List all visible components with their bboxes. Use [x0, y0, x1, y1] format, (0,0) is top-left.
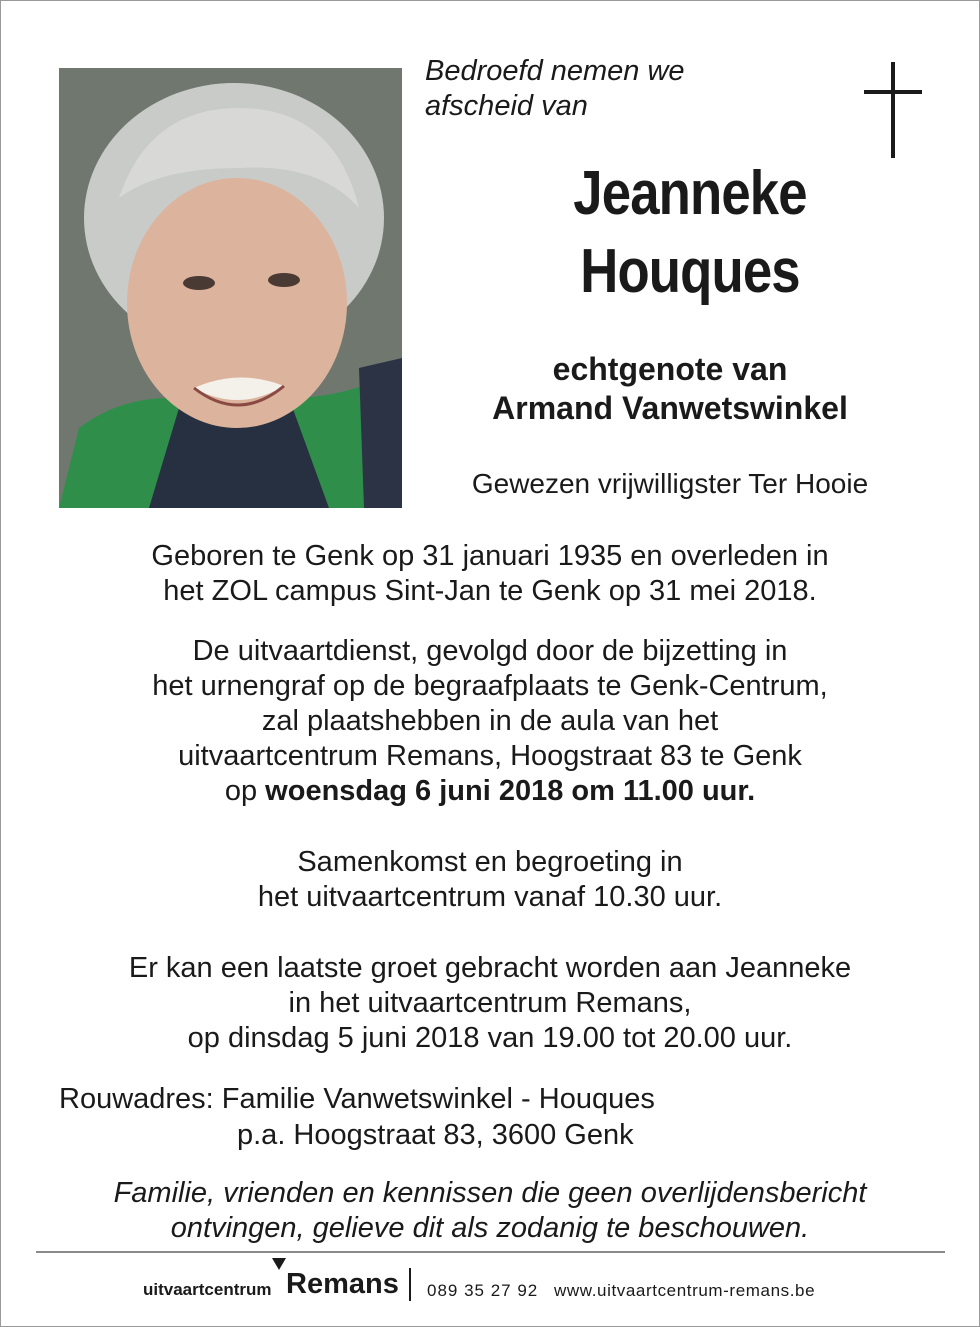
funeral-date: woensdag 6 juni 2018 om 11.00 uur. [265, 775, 756, 807]
gathering-paragraph [30, 845, 950, 915]
footer-separator [409, 1268, 411, 1301]
deceased-first-name: Jeanneke [573, 159, 807, 228]
birth-line-1: Geboren te Genk op 31 januari 1935 en overleden in [151, 540, 829, 572]
mourning-address [59, 1081, 655, 1153]
deceased-last-name: Houques [580, 237, 800, 306]
gathering-line-2: het uitvaartcentrum vanaf 10.30 uur. [257, 881, 723, 913]
intro-text [425, 54, 685, 124]
brand-name: Remans [286, 1268, 399, 1300]
cross-icon [864, 62, 922, 158]
intro-line-1: Bedroefd nemen we [425, 55, 685, 87]
farewell-paragraph [30, 951, 950, 1056]
footer-phone: 089 35 27 92 [427, 1281, 539, 1300]
spouse-line-1: echtgenote van [552, 351, 788, 387]
spouse-line-2: Armand Vanwetswinkel [492, 390, 848, 426]
spouse-block [400, 350, 940, 428]
footer-divider [36, 1251, 945, 1253]
funeral-date-line [30, 774, 950, 809]
closing-line-1: Familie, vrienden en kennissen die geen overlijdensbericht [113, 1177, 867, 1209]
portrait-photo [59, 68, 402, 508]
funeral-date-prefix: op [224, 775, 266, 807]
address-line-1: Rouwadres: Familie Vanwetswinkel - Houques [59, 1083, 655, 1115]
volunteer-note: Gewezen vrijwilligster Ter Hooie [471, 468, 869, 499]
funeral-line-1: De uitvaartdienst, gevolgd door de bijzetting in [192, 635, 788, 667]
funeral-line-4: uitvaartcentrum Remans, Hoogstraat 83 te Genk [178, 740, 802, 772]
funeral-line-3: zal plaatshebben in de aula van het [261, 705, 719, 737]
gathering-line-1: Samenkomst en begroeting in [297, 846, 683, 878]
funeral-line-2: het urnengraf op de begraafplaats te Genk-Centrum, [152, 670, 828, 702]
intro-line-2: afscheid van [425, 90, 588, 122]
closing-note [30, 1176, 950, 1246]
address-line-2: p.a. Hoogstraat 83, 3600 Genk [237, 1119, 634, 1151]
brand-arrow-icon [272, 1258, 286, 1270]
farewell-line-1: Er kan een laatste groet gebracht worden aan Jeanneke [128, 952, 852, 984]
footer [0, 1258, 980, 1308]
funeral-paragraph [30, 634, 950, 809]
closing-line-2: ontvingen, gelieve dit als zodanig te beschouwen. [170, 1212, 810, 1244]
birth-death-paragraph [30, 539, 950, 609]
birth-line-2: het ZOL campus Sint-Jan te Genk op 31 mei 2018. [163, 575, 817, 607]
footer-website[interactable]: www.uitvaartcentrum-remans.be [554, 1281, 816, 1300]
brand-prefix: uitvaartcentrum [143, 1280, 272, 1299]
farewell-line-2: in het uitvaartcentrum Remans, [288, 987, 692, 1019]
farewell-line-3: op dinsdag 5 juni 2018 van 19.00 tot 20.00 uur. [187, 1022, 793, 1054]
